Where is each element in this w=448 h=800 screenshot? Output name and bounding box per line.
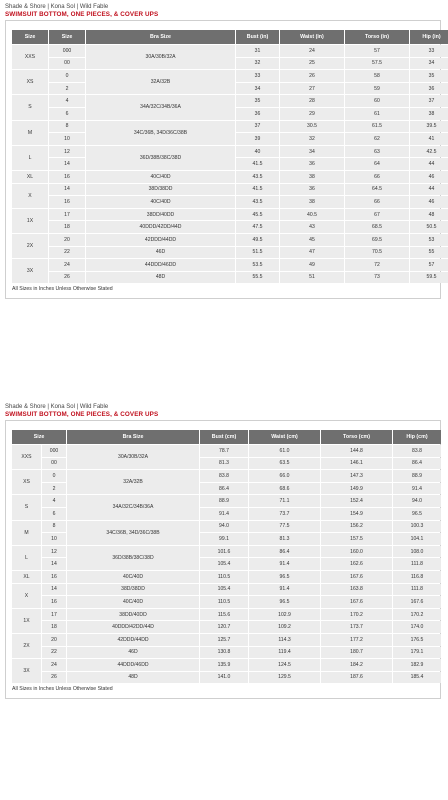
- torso-cell: 72: [345, 259, 409, 271]
- numeric-size-cell: 17: [42, 609, 66, 621]
- waist-cell: 51: [280, 272, 344, 284]
- table-row: [12, 470, 441, 482]
- bust-cell: 36: [236, 108, 279, 120]
- size-label-cell: XL: [12, 571, 41, 583]
- numeric-size-cell: 0: [49, 70, 85, 82]
- torso-cell: 63: [345, 146, 409, 158]
- numeric-size-cell: 16: [42, 596, 66, 608]
- numeric-size-cell: 000: [49, 45, 85, 57]
- torso-cell: 60: [345, 95, 409, 107]
- table-row: [12, 634, 441, 646]
- numeric-size-cell: 26: [49, 272, 85, 284]
- waist-cell: 91.4: [249, 584, 320, 596]
- column-header: Bust (cm): [200, 430, 248, 444]
- bust-cell: 78.7: [200, 445, 248, 457]
- size-table-frame: [5, 20, 441, 299]
- torso-cell: 70.5: [345, 247, 409, 259]
- waist-cell: 49: [280, 259, 344, 271]
- waist-cell: 68.6: [249, 483, 320, 495]
- column-header: Size: [12, 430, 66, 444]
- size-label-cell: 1X: [12, 209, 48, 233]
- size-label-cell: 2X: [12, 634, 41, 658]
- numeric-size-cell: 00: [42, 458, 66, 470]
- waist-cell: 102.9: [249, 609, 320, 621]
- torso-cell: 66: [345, 171, 409, 183]
- numeric-size-cell: 000: [42, 445, 66, 457]
- bust-cell: 41.5: [236, 184, 279, 196]
- waist-cell: 77.5: [249, 521, 320, 533]
- waist-cell: 96.5: [249, 571, 320, 583]
- bust-cell: 105.4: [200, 584, 248, 596]
- bra-size-cell: 46D: [86, 247, 235, 259]
- bust-cell: 125.7: [200, 634, 248, 646]
- bust-cell: 130.8: [200, 647, 248, 659]
- bra-size-cell: 40C/40D: [67, 571, 199, 583]
- table-row: [12, 596, 441, 608]
- numeric-size-cell: 00: [49, 58, 85, 70]
- numeric-size-cell: 4: [42, 495, 66, 507]
- hip-cell: 46: [410, 196, 448, 208]
- size-label-cell: L: [12, 146, 48, 170]
- torso-cell: 163.8: [321, 584, 392, 596]
- size-table-frame: [5, 420, 441, 699]
- waist-cell: 43: [280, 221, 344, 233]
- bra-size-cell: 38D/38DD: [86, 184, 235, 196]
- bra-size-cell: 44DDD/46DD: [67, 659, 199, 671]
- column-header: Hip (in): [410, 30, 448, 44]
- hip-cell: 174.0: [393, 621, 441, 633]
- torso-cell: 167.6: [321, 596, 392, 608]
- hip-cell: 39.5: [410, 121, 448, 133]
- table-row: [12, 70, 448, 82]
- brand-list: Shade & Shore | Kona Sol | Wild Fable: [5, 4, 109, 10]
- numeric-size-cell: 16: [42, 571, 66, 583]
- size-label-cell: 3X: [12, 259, 48, 283]
- bra-size-cell: 38DD/40DD: [86, 209, 235, 221]
- waist-cell: 114.3: [249, 634, 320, 646]
- size-label-cell: XS: [12, 470, 41, 494]
- torso-cell: 156.2: [321, 521, 392, 533]
- hip-cell: 34: [410, 58, 448, 70]
- hip-cell: 100.3: [393, 521, 441, 533]
- hip-cell: 57: [410, 259, 448, 271]
- numeric-size-cell: 24: [42, 659, 66, 671]
- table-row: [12, 146, 448, 158]
- bust-cell: 33: [236, 70, 279, 82]
- torso-cell: 61: [345, 108, 409, 120]
- torso-cell: 154.9: [321, 508, 392, 520]
- bust-cell: 47.5: [236, 221, 279, 233]
- hip-cell: 38: [410, 108, 448, 120]
- bra-size-cell: 40DDD/42DD/44D: [67, 621, 199, 633]
- torso-cell: 67: [345, 209, 409, 221]
- bust-cell: 88.9: [200, 495, 248, 507]
- numeric-size-cell: 6: [42, 508, 66, 520]
- size-label-cell: S: [12, 495, 41, 519]
- brand-list: Shade & Shore | Kona Sol | Wild Fable: [5, 404, 109, 410]
- numeric-size-cell: 16: [49, 171, 85, 183]
- table-row: [12, 247, 448, 259]
- table-row: [12, 171, 448, 183]
- table-row: [12, 521, 441, 533]
- size-chart-inches-section: [5, 3, 441, 299]
- numeric-size-cell: 22: [42, 647, 66, 659]
- hip-cell: 111.8: [393, 558, 441, 570]
- table-row: [12, 546, 441, 558]
- size-label-cell: XL: [12, 171, 48, 183]
- torso-cell: 57.5: [345, 58, 409, 70]
- numeric-size-cell: 12: [42, 546, 66, 558]
- column-header: Torso (cm): [321, 430, 392, 444]
- waist-cell: 29: [280, 108, 344, 120]
- bra-size-cell: 34C/36B, 34D/36C/38B: [86, 121, 235, 145]
- bust-cell: 81.3: [200, 458, 248, 470]
- torso-cell: 66: [345, 196, 409, 208]
- bust-cell: 40: [236, 146, 279, 158]
- bust-cell: 31: [236, 45, 279, 57]
- bra-size-cell: 38D/38DD: [67, 584, 199, 596]
- table-row: [12, 621, 441, 633]
- bra-size-cell: 30A/30B/32A: [67, 445, 199, 469]
- column-header: Bra Size: [67, 430, 199, 444]
- table-row: [12, 584, 441, 596]
- numeric-size-cell: 2: [42, 483, 66, 495]
- hip-cell: 83.8: [393, 445, 441, 457]
- bust-cell: 43.5: [236, 196, 279, 208]
- table-row: [12, 184, 448, 196]
- bust-cell: 55.5: [236, 272, 279, 284]
- column-header: Waist (in): [280, 30, 344, 44]
- table-header-row: [12, 430, 441, 444]
- numeric-size-cell: 14: [49, 184, 85, 196]
- torso-cell: 73: [345, 272, 409, 284]
- torso-cell: 62: [345, 133, 409, 145]
- numeric-size-cell: 0: [42, 470, 66, 482]
- size-chart-centimeters-section: [5, 403, 441, 699]
- torso-cell: 58: [345, 70, 409, 82]
- hip-cell: 167.6: [393, 596, 441, 608]
- hip-cell: 185.4: [393, 672, 441, 684]
- size-label-cell: XS: [12, 70, 48, 94]
- hip-cell: 37: [410, 95, 448, 107]
- hip-cell: 86.4: [393, 458, 441, 470]
- waist-cell: 32: [280, 133, 344, 145]
- chart-title: SWIMSUIT BOTTOM, ONE PIECES, & COVER UPS: [5, 11, 159, 18]
- hip-cell: 41: [410, 133, 448, 145]
- torso-cell: 162.6: [321, 558, 392, 570]
- numeric-size-cell: 10: [49, 133, 85, 145]
- torso-cell: 64: [345, 158, 409, 170]
- numeric-size-cell: 4: [49, 95, 85, 107]
- table-row: [12, 221, 448, 233]
- bust-cell: 135.9: [200, 659, 248, 671]
- bust-cell: 120.7: [200, 621, 248, 633]
- bust-cell: 83.8: [200, 470, 248, 482]
- bra-size-cell: 40C/40D: [86, 196, 235, 208]
- size-label-cell: XXS: [12, 445, 41, 469]
- waist-cell: 86.4: [249, 546, 320, 558]
- bra-size-cell: 40C/40D: [67, 596, 199, 608]
- hip-cell: 50.5: [410, 221, 448, 233]
- table-row: [12, 121, 448, 133]
- torso-cell: 59: [345, 83, 409, 95]
- table-row: [12, 571, 441, 583]
- numeric-size-cell: 8: [42, 521, 66, 533]
- hip-cell: 46: [410, 171, 448, 183]
- hip-cell: 33: [410, 45, 448, 57]
- hip-cell: 44: [410, 184, 448, 196]
- waist-cell: 25: [280, 58, 344, 70]
- numeric-size-cell: 26: [42, 672, 66, 684]
- hip-cell: 48: [410, 209, 448, 221]
- hip-cell: 116.8: [393, 571, 441, 583]
- size-label-cell: L: [12, 546, 41, 570]
- bra-size-cell: 38DD/40DD: [67, 609, 199, 621]
- torso-cell: 144.8: [321, 445, 392, 457]
- waist-cell: 124.5: [249, 659, 320, 671]
- hip-cell: 176.5: [393, 634, 441, 646]
- bust-cell: 37: [236, 121, 279, 133]
- bust-cell: 51.5: [236, 247, 279, 259]
- bust-cell: 39: [236, 133, 279, 145]
- torso-cell: 69.5: [345, 234, 409, 246]
- waist-cell: 96.5: [249, 596, 320, 608]
- table-row: [12, 196, 448, 208]
- bust-cell: 110.5: [200, 596, 248, 608]
- bust-cell: 45.5: [236, 209, 279, 221]
- bra-size-cell: 48D: [86, 272, 235, 284]
- waist-cell: 36: [280, 158, 344, 170]
- torso-cell: 147.3: [321, 470, 392, 482]
- hip-cell: 53: [410, 234, 448, 246]
- waist-cell: 47: [280, 247, 344, 259]
- column-header: Hip (cm): [393, 430, 441, 444]
- waist-cell: 61.0: [249, 445, 320, 457]
- size-label-cell: X: [12, 184, 48, 208]
- torso-cell: 61.5: [345, 121, 409, 133]
- table-row: [12, 209, 448, 221]
- hip-cell: 88.9: [393, 470, 441, 482]
- table-row: [12, 495, 441, 507]
- size-label-cell: S: [12, 95, 48, 119]
- numeric-size-cell: 24: [49, 259, 85, 271]
- bra-size-cell: 34C/36B, 34D/36C/38B: [67, 521, 199, 545]
- bra-size-cell: 34A/32C/34B/36A: [86, 95, 235, 119]
- hip-cell: 35: [410, 70, 448, 82]
- waist-cell: 28: [280, 95, 344, 107]
- waist-cell: 63.5: [249, 458, 320, 470]
- bust-cell: 94.0: [200, 521, 248, 533]
- torso-cell: 184.2: [321, 659, 392, 671]
- waist-cell: 129.5: [249, 672, 320, 684]
- numeric-size-cell: 17: [49, 209, 85, 221]
- bra-size-cell: 48D: [67, 672, 199, 684]
- bra-size-cell: 30A/30B/32A: [86, 45, 235, 69]
- numeric-size-cell: 2: [49, 83, 85, 95]
- waist-cell: 26: [280, 70, 344, 82]
- table-row: [12, 672, 441, 684]
- numeric-size-cell: 14: [42, 558, 66, 570]
- torso-cell: 173.7: [321, 621, 392, 633]
- torso-cell: 64.5: [345, 184, 409, 196]
- torso-cell: 180.7: [321, 647, 392, 659]
- numeric-size-cell: 10: [42, 533, 66, 545]
- hip-cell: 179.1: [393, 647, 441, 659]
- bust-cell: 53.5: [236, 259, 279, 271]
- torso-cell: 152.4: [321, 495, 392, 507]
- waist-cell: 36: [280, 184, 344, 196]
- waist-cell: 24: [280, 45, 344, 57]
- waist-cell: 81.3: [249, 533, 320, 545]
- table-header-row: [12, 30, 448, 44]
- hip-cell: 96.5: [393, 508, 441, 520]
- bust-cell: 35: [236, 95, 279, 107]
- size-table-centimeters: [11, 429, 442, 684]
- bust-cell: 105.4: [200, 558, 248, 570]
- table-row: [12, 272, 448, 284]
- bra-size-cell: 40DDD/42DD/44D: [86, 221, 235, 233]
- torso-cell: 160.0: [321, 546, 392, 558]
- numeric-size-cell: 18: [42, 621, 66, 633]
- numeric-size-cell: 20: [42, 634, 66, 646]
- bust-cell: 43.5: [236, 171, 279, 183]
- numeric-size-cell: 12: [49, 146, 85, 158]
- numeric-size-cell: 16: [49, 196, 85, 208]
- bust-cell: 115.6: [200, 609, 248, 621]
- torso-cell: 157.5: [321, 533, 392, 545]
- waist-cell: 73.7: [249, 508, 320, 520]
- bra-size-cell: 36D/38B/38C/38D: [86, 146, 235, 170]
- units-note: All Sizes in Inches Unless Otherwise Stated: [12, 686, 113, 693]
- bust-cell: 41.5: [236, 158, 279, 170]
- hip-cell: 170.2: [393, 609, 441, 621]
- bra-size-cell: 36D/38B/38C/38D: [67, 546, 199, 570]
- torso-cell: 167.6: [321, 571, 392, 583]
- column-header: Waist (cm): [249, 430, 320, 444]
- table-row: [12, 45, 448, 57]
- waist-cell: 66.0: [249, 470, 320, 482]
- waist-cell: 119.4: [249, 647, 320, 659]
- column-header: Size: [12, 30, 48, 44]
- table-row: [12, 659, 441, 671]
- size-label-cell: M: [12, 121, 48, 145]
- torso-cell: 170.2: [321, 609, 392, 621]
- bust-cell: 49.5: [236, 234, 279, 246]
- size-label-cell: M: [12, 521, 41, 545]
- hip-cell: 91.4: [393, 483, 441, 495]
- chart-title: SWIMSUIT BOTTOM, ONE PIECES, & COVER UPS: [5, 411, 159, 418]
- waist-cell: 34: [280, 146, 344, 158]
- column-header: Torso (in): [345, 30, 409, 44]
- units-note: All Sizes in Inches Unless Otherwise Stated: [12, 286, 113, 293]
- bust-cell: 110.5: [200, 571, 248, 583]
- size-table-inches: [11, 29, 448, 284]
- numeric-size-cell: 22: [49, 247, 85, 259]
- numeric-size-cell: 14: [49, 158, 85, 170]
- waist-cell: 45: [280, 234, 344, 246]
- bra-size-cell: 34A/32C/34B/36A: [67, 495, 199, 519]
- waist-cell: 27: [280, 83, 344, 95]
- torso-cell: 177.2: [321, 634, 392, 646]
- numeric-size-cell: 6: [49, 108, 85, 120]
- bust-cell: 34: [236, 83, 279, 95]
- bra-size-cell: 40C/40D: [86, 171, 235, 183]
- hip-cell: 44: [410, 158, 448, 170]
- table-row: [12, 647, 441, 659]
- torso-cell: 187.6: [321, 672, 392, 684]
- torso-cell: 149.9: [321, 483, 392, 495]
- hip-cell: 36: [410, 83, 448, 95]
- torso-cell: 146.1: [321, 458, 392, 470]
- size-label-cell: 1X: [12, 609, 41, 633]
- table-row: [12, 259, 448, 271]
- torso-cell: 57: [345, 45, 409, 57]
- column-header: Size: [49, 30, 85, 44]
- table-row: [12, 609, 441, 621]
- hip-cell: 108.0: [393, 546, 441, 558]
- waist-cell: 38: [280, 196, 344, 208]
- numeric-size-cell: 8: [49, 121, 85, 133]
- size-label-cell: XXS: [12, 45, 48, 69]
- bust-cell: 141.0: [200, 672, 248, 684]
- bra-size-cell: 32A/32B: [67, 470, 199, 494]
- waist-cell: 71.1: [249, 495, 320, 507]
- table-row: [12, 234, 448, 246]
- table-row: [12, 95, 448, 107]
- waist-cell: 30.5: [280, 121, 344, 133]
- waist-cell: 38: [280, 171, 344, 183]
- waist-cell: 40.5: [280, 209, 344, 221]
- hip-cell: 94.0: [393, 495, 441, 507]
- bust-cell: 101.6: [200, 546, 248, 558]
- column-header: Bra Size: [86, 30, 235, 44]
- bra-size-cell: 42DDD/44DD: [67, 634, 199, 646]
- hip-cell: 42.5: [410, 146, 448, 158]
- size-label-cell: X: [12, 584, 41, 608]
- bra-size-cell: 46D: [67, 647, 199, 659]
- column-header: Bust (in): [236, 30, 279, 44]
- hip-cell: 55: [410, 247, 448, 259]
- size-label-cell: 3X: [12, 659, 41, 683]
- hip-cell: 59.5: [410, 272, 448, 284]
- bra-size-cell: 32A/32B: [86, 70, 235, 94]
- bra-size-cell: 42DDD/44DD: [86, 234, 235, 246]
- hip-cell: 111.8: [393, 584, 441, 596]
- bust-cell: 99.1: [200, 533, 248, 545]
- bust-cell: 86.4: [200, 483, 248, 495]
- waist-cell: 109.2: [249, 621, 320, 633]
- size-label-cell: 2X: [12, 234, 48, 258]
- bust-cell: 91.4: [200, 508, 248, 520]
- hip-cell: 104.1: [393, 533, 441, 545]
- hip-cell: 182.9: [393, 659, 441, 671]
- numeric-size-cell: 20: [49, 234, 85, 246]
- table-row: [12, 445, 441, 457]
- torso-cell: 68.5: [345, 221, 409, 233]
- numeric-size-cell: 18: [49, 221, 85, 233]
- bra-size-cell: 44DDD/46DD: [86, 259, 235, 271]
- waist-cell: 91.4: [249, 558, 320, 570]
- bust-cell: 32: [236, 58, 279, 70]
- numeric-size-cell: 14: [42, 584, 66, 596]
